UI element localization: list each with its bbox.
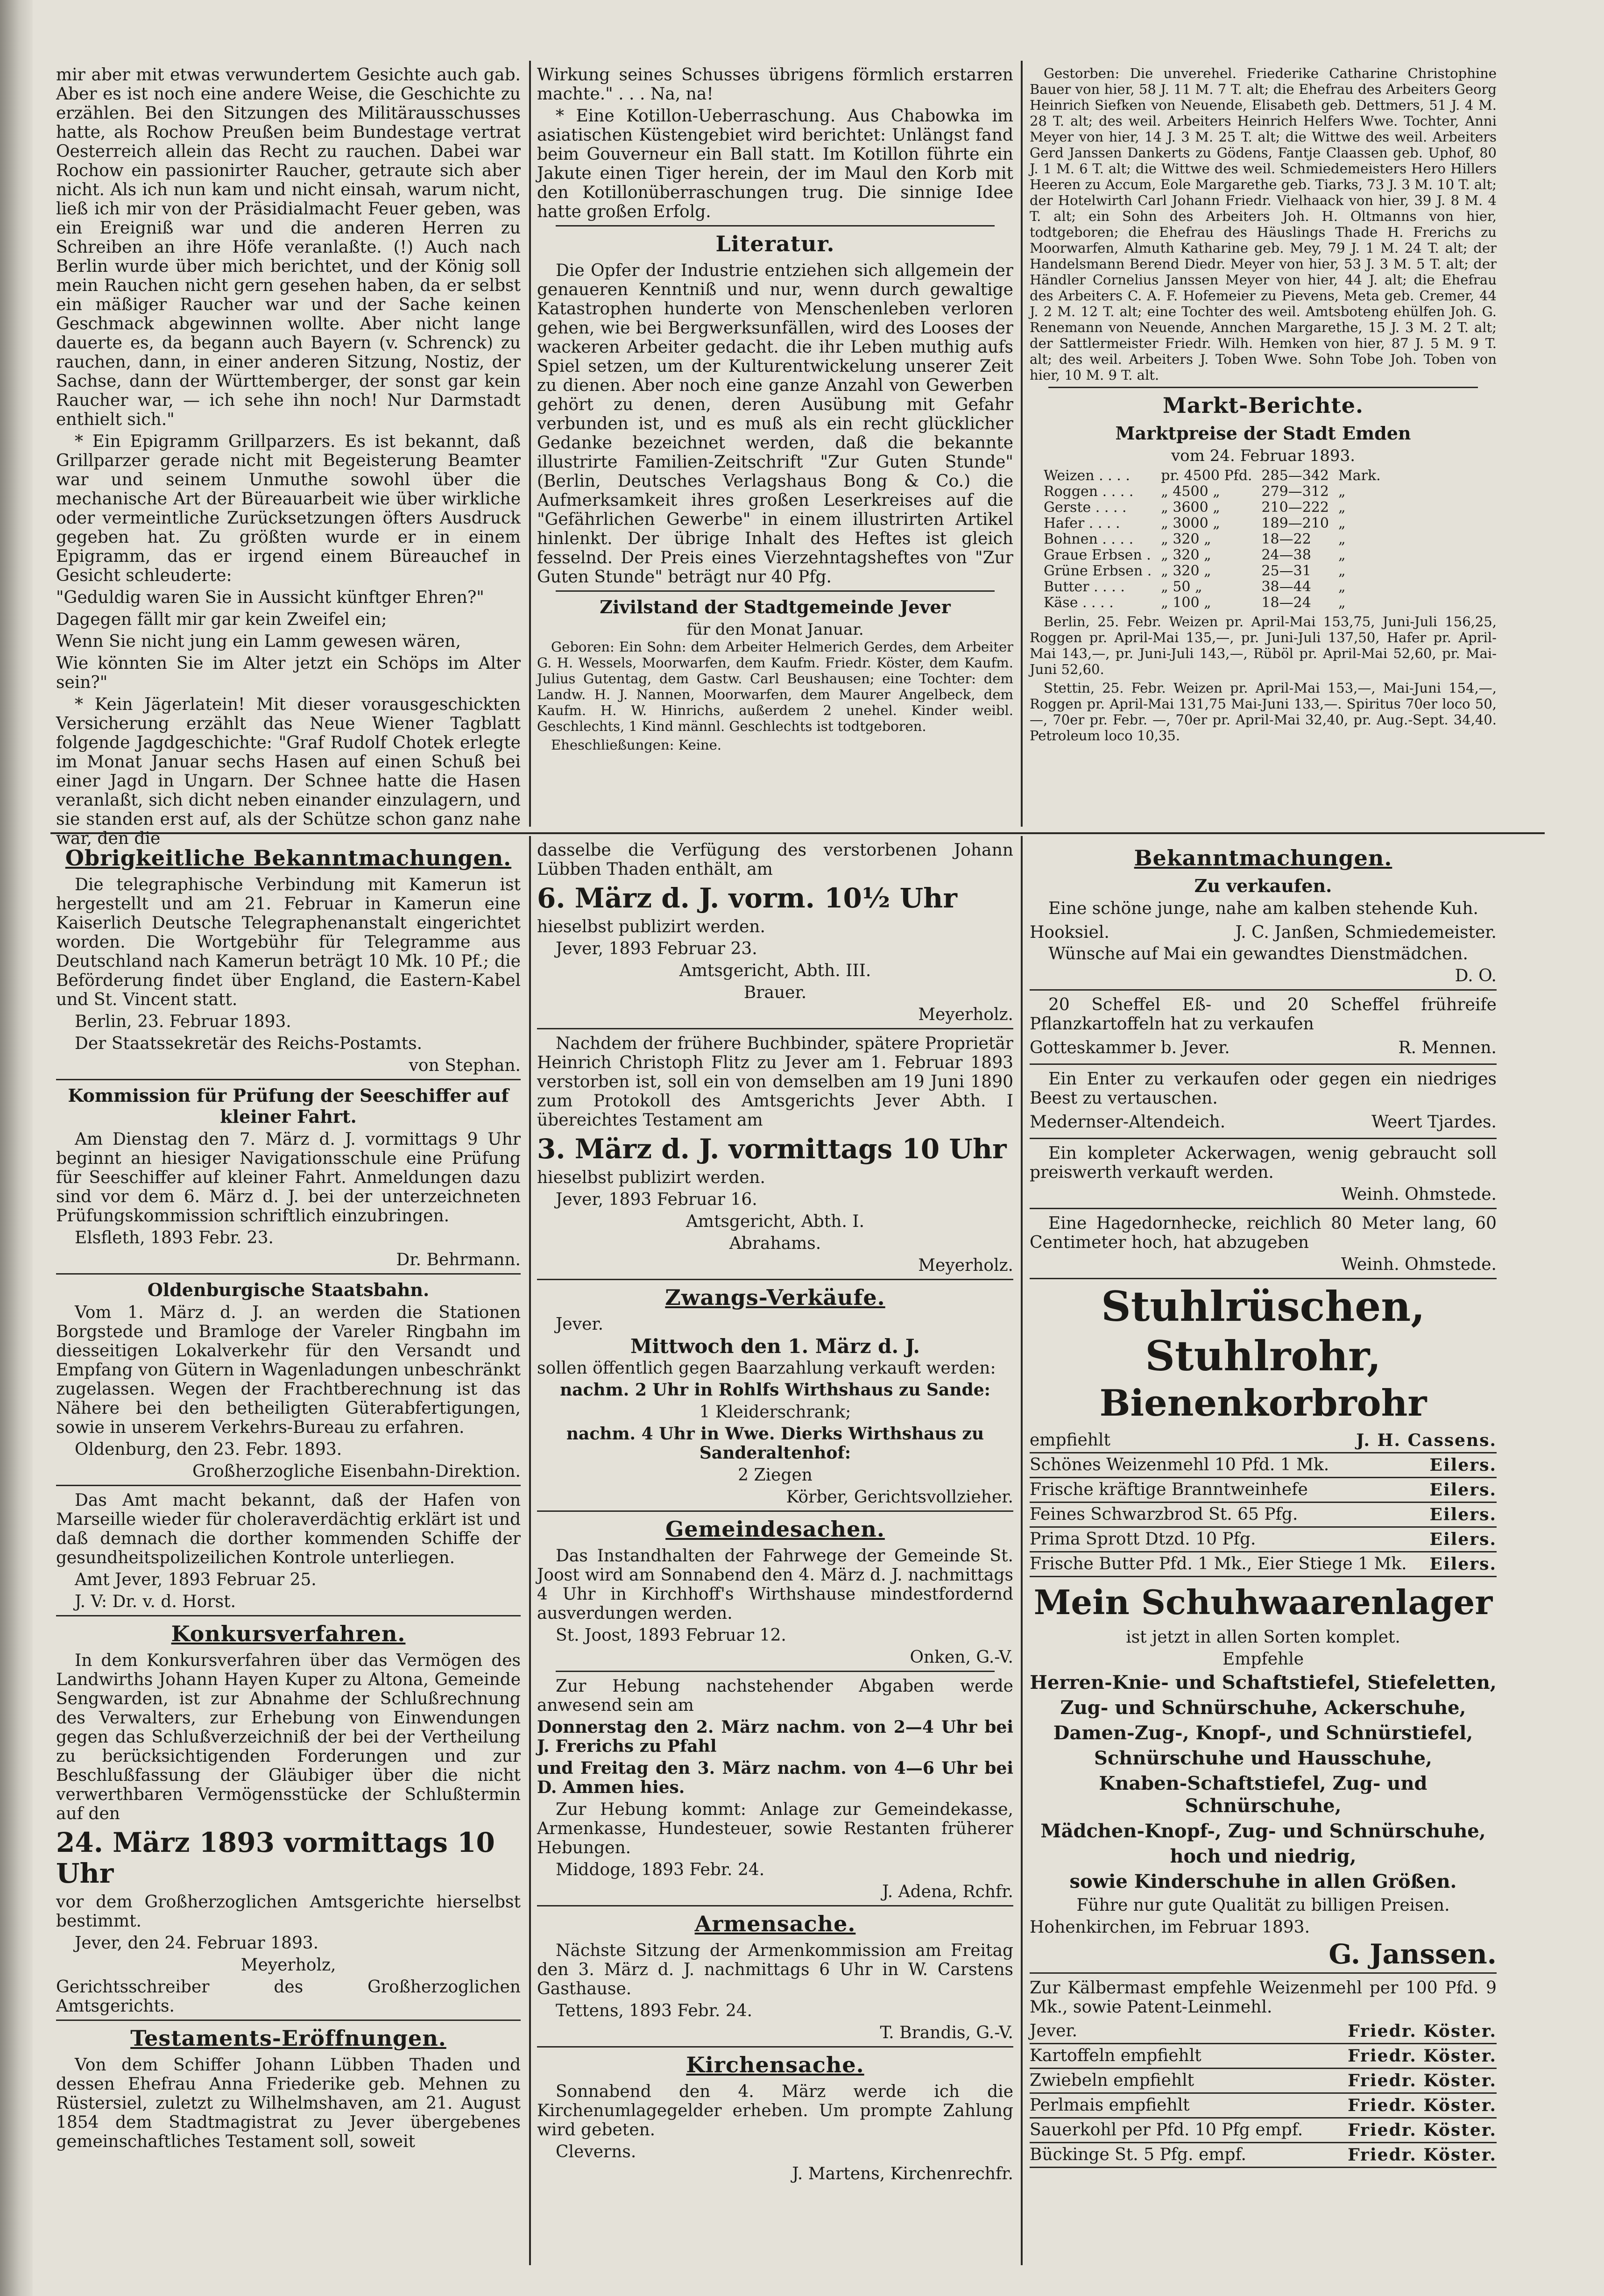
article-text: Nächste Sitzung der Armenkommission am Freitag den 3. März d. J. nachmittags 6 Uhr in W. Carstens Gasthause. <box>537 1941 1013 1998</box>
signature: Meyerholz. <box>918 1256 1013 1275</box>
article-text: Gestorben: Die unverehel. Friederike Catharine Christophine Bauer von hier, 58 J. 11 M. 7 T. alt; die Ehefrau des Arbeiters Georg Heinrich Siefken von Neuende, Elisabeth geb. Dettmers, 51 J. 4 M. 28 T. alt; des weil. Arbeiters Heinrich Helfers Wwe. Tochter, Anni Meyer von hier, 14 J. 3 M. 25 T. alt; die Wittwe des weil. Arbeiters Gerd Janssen Dankerts zu Gödens, Fantje Claassen geb. Uphof, 80 J. 1 M. 6 T. alt; die Wittwe des weil. Schmiedemeisters Hero Hillers Heeren zu Accum, Eole Margarethe geb. Tiarks, 73 J. 3 M. 10 T. alt; der Hotelwirth Carl Johann Friedr. Vielhaack von hier, 39 J. 8 M. 4 T. alt; ein Sohn des Arbeiters Joh. H. Oltmanns von hier, todtgeboren; die Ehefrau des Häuslings Thade H. Frerichs zu Moorwarfen, Almuth Katharine geb. Mey, 79 J. 1 M. 24 T. alt; der Handelsmann Berend Diedr. Meyer von hier, 53 J. 3 M. 5 T. alt; der Händler Cornelius Janssen Meyer von hier, 44 J. alt; die Ehefrau des Arbeiters C. A. F. Hofemeier zu Pievens, Meta geb. Cremer, 44 J. 2 M. 12 T. alt; eine Tochter des weil. Amtsboteng ehülfen Joh. G. Renemann von Neuende, Annchen Margarethe, 15 J. 3 M. 2 T. alt; der Sattlermeister Friedr. Wilh. Hemken von hier, 87 J. 5 M. 9 T. alt; des weil. Arbeiters J. Toben Wwe. Sohn Tobe Joh. Toben von hier, 10 M. 9 T. alt. <box>1030 65 1497 383</box>
ad-text: Bückinge St. 5 Pfg. empf. <box>1030 2145 1246 2164</box>
market-row <box>1039 547 1385 563</box>
market-cell: „ 100 „ <box>1161 595 1211 611</box>
signature: Eilers. <box>1429 1554 1497 1574</box>
article-text: Berlin, 25. Febr. Weizen pr. April-Mai 153,75, Juni-Juli 156,25, Roggen pr. April-Mai 135,—, pr. Juni-Juli 137,50, Hafer pr. April-Mai 143,—, pr. Juni-Juli 143,—, Rüböl pr. April-Mai 52,60, pr. Mai-Juni 52,60. <box>1030 614 1497 677</box>
section-heading: Bekanntmachungen. <box>1134 845 1392 871</box>
page-binding-edge <box>0 0 33 2296</box>
market-cell: „ 50 „ <box>1161 579 1202 595</box>
ad-text: Damen-Zug-, Knopf-, und Schnürstiefel, <box>1053 1722 1473 1744</box>
column-rule <box>1021 61 1023 827</box>
market-cell: „ 320 „ <box>1161 563 1211 579</box>
date-highlight: 3. März d. J. vormittags 10 Uhr <box>537 1133 1007 1165</box>
place: Jever. <box>1030 2021 1078 2041</box>
ad-text: Prima Sprott Dtzd. 10 Pfg. <box>1030 1530 1256 1549</box>
ad-text: Zug- und Schnürschuhe, Ackerschuhe, <box>1060 1697 1466 1719</box>
section-heading: Obrigkeitliche Bekanntmachungen. <box>65 845 512 871</box>
market-cell: Mark. <box>1338 468 1381 484</box>
divider <box>537 2046 1013 2048</box>
ad-text: Kartoffeln empfiehlt <box>1030 2046 1201 2065</box>
place-date: Tettens, 1893 Febr. 24. <box>556 2001 753 2020</box>
ad-signature-row <box>1030 1111 1497 1134</box>
article-text: In dem Konkursverfahren über das Vermögen des Landwirths Johann Hayen Kuper zu Altona, Gemeinde Sengwarden, ist zur Abnahme der Schlußrechnung des Verwalters, zur Erhebung von Einwendungen gegen das Schlußverzeichniß der bei der Vertheilung zu berücksichtigenden Forderungen und zur Beschlußfassung der Gläubiger über die nicht verwerthbaren Vermögensstücke der Schlußtermin auf den <box>56 1651 521 1823</box>
ad-text: Frische Butter Pfd. 1 Mk., Eier Stiege 1 Mk. <box>1030 1554 1407 1573</box>
article-text: Wirkung seines Schusses übrigens förmlich erstarren machte." . . . Na, na! <box>537 65 1013 104</box>
court-name: Amtsgericht, Abth. III. <box>679 961 871 980</box>
eilers-ad-row <box>1030 1552 1497 1577</box>
koster-ad-row <box>1030 2094 1497 2119</box>
ad-text: Feines Schwarzbrod St. 65 Pfg. <box>1030 1505 1298 1524</box>
place-date: Jever, den 24. Februar 1893. <box>75 1934 319 1953</box>
ad-text: 20 Scheffel Eß- und 20 Scheffel frühreife Pflanzkartoffeln hat zu verkaufen <box>1030 995 1497 1034</box>
signature: Brauer. <box>743 983 807 1002</box>
place-date: Hohenkirchen, im Februar 1893. <box>1030 1918 1310 1937</box>
market-cell: 285—342 <box>1261 468 1329 484</box>
poem-line: "Geduldig waren Sie in Aussicht künftger Ehren?" <box>56 588 484 607</box>
divider <box>537 1510 1013 1512</box>
article-text: Zur Hebung kommt: Anlage zur Gemeindekasse, Armenkasse, Hundesteuer, sowie Restanten früherer Hebungen. <box>537 1800 1013 1857</box>
eilers-ad-row <box>1030 1503 1497 1528</box>
market-cell: „ 3000 „ <box>1161 515 1220 531</box>
market-row <box>1039 500 1385 516</box>
place-date: Jever, 1893 Februar 16. <box>556 1190 757 1209</box>
place-date: Oldenburg, den 23. Febr. 1893. <box>75 1440 342 1459</box>
place-date: St. Joost, 1893 Februar 12. <box>556 1626 786 1645</box>
section-heading: Gemeindesachen. <box>665 1516 885 1542</box>
signature: Onken, G.-V. <box>910 1648 1013 1667</box>
article-text: Von dem Schiffer Johann Lübben Thaden und dessen Ehefrau Anna Friederike geb. Mehnen zu Rüstersiel, zuletzt zu Wilhelmshaven, am 21. August 1854 dem Stadtmagistrat zu Jever übergebenes gemeinschaftliches Testament soll, soweit <box>56 2055 521 2151</box>
ad-text: ist jetzt in allen Sorten komplet. <box>1126 1628 1400 1647</box>
section-heading: Testaments-Eröffnungen. <box>130 2026 446 2051</box>
market-cell: „ 3600 „ <box>1161 499 1220 516</box>
ad-headline: Bienenkorbrohr <box>1099 1382 1427 1424</box>
signature: Großherzogliche Eisenbahn-Direktion. <box>192 1462 521 1481</box>
divider <box>556 225 995 227</box>
market-row <box>1039 516 1385 531</box>
divider <box>537 1028 1013 1029</box>
article-text: hieselbst publizirt werden. <box>537 1168 765 1187</box>
article-text: Das Instandhalten der Fahrwege der Gemeinde St. Joost wird am Sonnabend den 4. März d. J. nachmittags 4 Uhr in Kirchhoff's Wirthshause mindestfordernd ausverdungen werden. <box>537 1546 1013 1623</box>
signature: von Stephan. <box>409 1056 521 1075</box>
market-cell: 210—222 <box>1261 499 1329 516</box>
divider <box>56 1485 521 1486</box>
signature: Weinh. Ohmstede. <box>1341 1185 1497 1204</box>
ad-text: Perlmais empfiehlt <box>1030 2096 1190 2115</box>
market-cell: 38—44 <box>1261 579 1311 595</box>
ad-text: empfiehlt <box>1030 1431 1110 1450</box>
section-subheading: Zu verkaufen. <box>1194 875 1332 896</box>
column-rule <box>529 61 531 827</box>
divider <box>1030 1063 1497 1065</box>
eilers-ads <box>1030 1453 1497 1577</box>
article-text: Am Dienstag den 7. März d. J. vormittags 9 Uhr beginnt an hiesiger Navigationsschule eine Prüfung für Seeschiffer auf kleiner Fahrt. Anmeldungen dazu sind vor dem 6. März d. J. bei der unterzeichneten Prüfungskommission schriftlich einzubringen. <box>56 1130 521 1226</box>
section-heading: Oldenburgische Staatsbahn. <box>147 1279 430 1300</box>
ad-text: Ein Enter zu verkaufen oder gegen ein niedriges Beest zu vertauschen. <box>1030 1070 1497 1108</box>
market-cell: Graue Erbsen . <box>1044 547 1151 563</box>
market-cell: Bohnen . . . . <box>1044 531 1134 547</box>
column-1-bottom <box>56 841 521 2270</box>
market-cell: „ <box>1338 563 1346 579</box>
auction-item: 2 Ziegen <box>738 1466 813 1485</box>
market-cell: 279—312 <box>1261 483 1329 500</box>
market-row <box>1039 484 1385 500</box>
ad-text: Führe nur gute Qualität zu billigen Preisen. <box>1076 1896 1450 1915</box>
ad-text: Knaben-Schaftstiefel, Zug- und Schnürschuhe, <box>1099 1772 1427 1817</box>
market-price-table <box>1039 468 1385 611</box>
ad-headline: Mein Schuhwaarenlager <box>1033 1582 1493 1622</box>
article-text: Donnerstag den 2. März nachm. von 2—4 Uhr bei J. Frerichs zu Pfahl <box>537 1717 1013 1756</box>
column-rule <box>529 836 531 2265</box>
signature: J. V: Dr. v. d. Horst. <box>75 1592 236 1611</box>
signature: Friedr. Köster. <box>1348 2021 1497 2041</box>
ad-text: hoch und niedrig, <box>1170 1845 1357 1867</box>
ad-text: Eine schöne junge, nahe am kalben stehende Kuh. <box>1048 899 1478 918</box>
divider <box>556 590 995 592</box>
market-cell: Hafer . . . . <box>1044 515 1120 531</box>
place-date: Cleverns. <box>556 2142 636 2161</box>
market-cell: „ 320 „ <box>1161 531 1211 547</box>
article-text: Die telegraphische Verbindung mit Kamerun ist hergestellt und am 21. Februar in Kamerun eine Kaiserlich Deutsche Telegraphenanstalt eingerichtet worden. Die Wortgebühr für Telegramme aus Deutschland nach Kamerun beträgt 10 Mk. 10 Pf.; die Beförderung findet über England, die Eastern-Kabel und St. Vincent statt. <box>56 875 521 1009</box>
article-text: Das Amt macht bekannt, daß der Hafen von Marseille wieder für choleraverdächtig erklärt ist und daß demnach die dorther kommenden Schiffe der gesundheitspolizeilichen Kontrole unterliegen. <box>56 1491 521 1567</box>
market-cell: „ <box>1338 483 1346 500</box>
date-highlight: 6. März d. J. vorm. 10½ Uhr <box>537 882 957 914</box>
article-text: Vom 1. März d. J. an werden die Stationen Borgstede und Bramloge der Vareler Ringbahn im diesseitigen Lokalverkehr für den Versandt und Empfang von Gütern in Wagenladungen unbeschränkt zugelassen. Wegen der Frachtberechnung ist das Nähere bei den betheiligten Güterabfertigungen, sowie in unserem Verkehrs-Bureau zu erfahren. <box>56 1303 521 1437</box>
section-subheading: für den Monat Januar. <box>686 620 864 639</box>
market-cell: Butter . . . . <box>1044 579 1125 595</box>
ad-text: Eine Hagedornhecke, reichlich 80 Meter lang, 60 Centimeter hoch, hat abzugeben <box>1030 1214 1497 1252</box>
ad-text: Zwiebeln empfiehlt <box>1030 2071 1194 2090</box>
poem-line: Wie könnten Sie im Alter jetzt ein Schöps im Alter sein?" <box>56 654 521 692</box>
signature: Der Staatssekretär des Reichs-Postamts. <box>75 1034 423 1053</box>
signature: Eilers. <box>1429 1455 1497 1475</box>
article-text: Eheschließungen: Keine. <box>551 737 722 753</box>
section-heading: Literatur. <box>715 231 835 256</box>
signature: Meyerholz, <box>240 1956 336 1975</box>
article-text: Stettin, 25. Febr. Weizen pr. April-Mai 153,—, Mai-Juni 154,—, Roggen pr. April-Mai 131,75 Mai-Juni 133,—. Spiritus 70er loco 50,—, 70er pr. Febr. —, 70er pr. April-Mai 32,40, pr. Aug.-Sept. 34,40. Petroleum loco 10,35. <box>1030 680 1497 744</box>
signature: J. C. Janßen, Schmiedemeister. <box>1235 923 1497 942</box>
ad-text: Schnürschuhe und Hausschuhe, <box>1094 1747 1432 1769</box>
signature: Körber, Gerichtsvollzieher. <box>786 1488 1013 1507</box>
section-heading: Kommission für Prüfung der Seeschiffer auf kleiner Fahrt. <box>68 1085 509 1127</box>
market-cell: 18—24 <box>1261 595 1311 611</box>
divider <box>1030 989 1497 991</box>
market-cell: „ <box>1338 579 1346 595</box>
ad-text: Mädchen-Knopf-, Zug- und Schnürschuhe, <box>1040 1820 1486 1842</box>
signature: D. O. <box>1455 966 1497 985</box>
koster-ad-row <box>1030 2044 1497 2069</box>
signature: G. Janssen. <box>1328 1938 1497 1970</box>
date-line: vom 24. Februar 1893. <box>1171 446 1356 465</box>
ad-signature-row <box>1030 1429 1497 1453</box>
divider <box>56 1273 521 1275</box>
ad-text: Frische kräftige Branntweinhefe <box>1030 1480 1308 1499</box>
article-text: * Kein Jägerlatein! Mit dieser vorausgeschickten Versicherung erzählt das Neue Wiener Tagblatt folgende Jagdgeschichte: "Graf Rudolf Chotek erlegte im Monat Januar sechs Hasen auf einen Schuß bei einer Jagd in Ungarn. Der Schnee hatte die Hasen veranlaßt, sich dicht neben einander einzulagern, und sie standen erst auf, als der Schütze schon ganz nahe war, den die <box>56 695 521 848</box>
date-highlight: 24. März 1893 vormittags 10 Uhr <box>56 1827 495 1889</box>
market-row <box>1039 563 1385 579</box>
market-cell: „ <box>1338 547 1346 563</box>
divider <box>56 2020 521 2021</box>
signature: Gerichtsschreiber des Großherzoglichen Amtsgerichts. <box>56 1977 521 2016</box>
market-cell: Roggen . . . . <box>1044 483 1134 500</box>
article-text: Die Opfer der Industrie entziehen sich allgemein der genaueren Kenntniß und nur, wenn durch gewaltige Katastrophen hunderte von Menschenleben verloren gehen, wie bei Bergwerksunfällen, wird des Looses der wackeren Arbeiter gedacht. die ihr Leben muthig aufs Spiel setzen, um der Kulturentwickelung unserer Zeit zu dienen. Aber noch eine ganze Anzahl von Gewerben gehört zu denen, deren Ausübung mit Gefahr verbunden ist, und es muß als ein recht glücklicher Gedanke bezeichnet werden, daß die bekannte illustrirte Familien-Zeitschrift "Zur Guten Stunde" (Berlin, Deutsches Verlagshaus Bong & Co.) die Aufmerksamkeit ihres großen Leserkreises auf die "Gefährlichen Gewerbe" in einem illustrirten Artikel hinlenkt. Der übrige Inhalt des Heftes ist gleich fesselnd. Der Preis eines Vierzehntagsheftes von "Zur Guten Stunde" beträgt nur 40 Pfg. <box>537 261 1013 587</box>
ad-text: Empfehle <box>1222 1650 1304 1669</box>
article-text: Sonnabend den 4. März werde ich die Kirchenumlagegelder erheben. Um prompte Zahlung wird gebeten. <box>537 2082 1013 2140</box>
divider <box>556 1671 995 1672</box>
ad-signature-row <box>1030 2020 1497 2044</box>
section-heading: Zwangs-Verkäufe. <box>665 1285 885 1310</box>
signature: Abrahams. <box>729 1234 821 1253</box>
auction-item: 1 Kleiderschrank; <box>699 1403 851 1422</box>
market-row <box>1039 579 1385 595</box>
signature: R. Mennen. <box>1398 1038 1497 1057</box>
divider <box>537 1905 1013 1906</box>
auction-item: nachm. 2 Uhr in Rohlfs Wirthshaus zu Sande: <box>560 1380 990 1400</box>
section-heading: Markt-Berichte. <box>1162 393 1364 418</box>
ad-text: Schönes Weizenmehl 10 Pfd. 1 Mk. <box>1030 1455 1329 1474</box>
ad-text: sowie Kinderschuhe in allen Größen. <box>1069 1871 1457 1892</box>
place-date: Jever. <box>556 1315 604 1334</box>
place-date: Jever, 1893 Februar 23. <box>556 939 757 958</box>
column-3-top <box>1030 65 1497 827</box>
article-text: sollen öffentlich gegen Baarzahlung verkauft werden: <box>537 1359 996 1378</box>
signature: Eilers. <box>1429 1530 1497 1549</box>
poem-line: Wenn Sie nicht jung ein Lamm gewesen wären, <box>56 632 461 651</box>
ad-text: Zur Kälbermast empfehle Weizenmehl per 100 Pfd. 9 Mk., sowie Patent-Leinmehl. <box>1030 1978 1497 2017</box>
column-2-bottom <box>537 841 1013 2270</box>
signature: Meyerholz. <box>918 1005 1013 1024</box>
signature: J. Martens, Kirchenrechfr. <box>792 2164 1013 2183</box>
article-text: * Ein Epigramm Grillparzers. Es ist bekannt, daß Grillparzer gerade nicht mit Begeisterung Beamter war und seinem Unmuthe sowohl über die mechanische Art der Büreauarbeit wie über wirkliche oder vermeintliche Zurücksetzungen öfters Ausdruck gegeben hat. Zu größten wurde er in einem Epigramm, das er irgend einem Büreauchef in Gesicht schleuderte: <box>56 432 521 585</box>
section-heading: Armensache. <box>694 1911 856 1936</box>
divider <box>1030 1208 1497 1209</box>
divider <box>56 1079 521 1080</box>
court-name: Amtsgericht, Abth. I. <box>685 1212 865 1231</box>
divider <box>1030 1138 1497 1139</box>
market-cell: „ 320 „ <box>1161 547 1211 563</box>
koster-ads <box>1030 2044 1497 2168</box>
signature: Weert Tjardes. <box>1371 1113 1497 1132</box>
market-row <box>1039 468 1385 484</box>
koster-ad-row <box>1030 2069 1497 2094</box>
market-cell: Käse . . . . <box>1044 595 1114 611</box>
article-text: mir aber mit etwas verwundertem Gesichte auch gab. Aber es ist noch eine andere Weise, die Geschichte zu erzählen. Bei den Sitzungen des Militärausschusses hatte, als Rochow Preußen beim Bundestage vertrat Oesterreich allein das Recht zu rauchen. Dabei war Rochow ein passionirter Raucher, getraute sich aber nicht. Als ich nun kam und nicht einsah, warum nicht, ließ ich mir von der Präsidialmacht Feuer geben, was ein Ereigniß war und die anderen Herren zu Schreiben an ihre Höfe veranlaßte. (!) Auch nach Berlin wurde über mich berichtet, und der König soll mein Rauchen nicht gern gesehen haben, da er selbst ein mäßiger Raucher war und der Sache keinen Geschmack abgewinnen wollte. Aber nicht lange dauerte es, da begann auch Bayern (v. Schrenck) zu rauchen, dann, in einer anderen Sitzung, Nostiz, der Sachse, dann der Württemberger, der sonst gar kein Raucher war, — ich sehe ihn noch! Nur Darmstadt enthielt sich." <box>56 65 521 429</box>
ad-headline: Stuhlrüschen, <box>1101 1282 1425 1331</box>
signature: J. H. Cassens. <box>1356 1431 1497 1450</box>
market-cell: „ <box>1338 499 1346 516</box>
market-cell: pr. 4500 Pfd. <box>1161 468 1252 484</box>
signature: Friedr. Köster. <box>1348 2145 1497 2165</box>
article-text: dasselbe die Verfügung des verstorbenen Johann Lübben Thaden enthält, am <box>537 841 1013 879</box>
ad-signature-row <box>1030 921 1497 944</box>
article-text: Geboren: Ein Sohn: dem Arbeiter Helmerich Gerdes, dem Arbeiter G. H. Wessels, Moorwarfen, dem Kaufm. Friedr. Köster, dem Kaufm. Julius Gutentag, dem Gastw. Carl Beushausen; eine Tochter: dem Landw. H. J. Nannen, Moorwarfen, dem Maurer Angelbeck, dem Kaufm. H. W. Hinrichs, außerdem 2 unehel. Kinder weibl. Geschlechts, 1 Kind männl. Geschlechts ist todtgeboren. <box>537 639 1013 734</box>
ad-text: Ein kompleter Ackerwagen, wenig gebraucht soll preiswerth verkauft werden. <box>1030 1144 1497 1182</box>
ad-signature-row <box>1030 1036 1497 1060</box>
signature: Friedr. Köster. <box>1348 2046 1497 2066</box>
section-heading: Zivilstand der Stadtgemeinde Jever <box>600 596 951 617</box>
place: Gotteskammer b. Jever. <box>1030 1038 1230 1057</box>
market-cell: 189—210 <box>1261 515 1329 531</box>
signature: Dr. Behrmann. <box>396 1250 521 1269</box>
ad-headline: Stuhlrohr, <box>1145 1332 1381 1380</box>
market-cell: 18—22 <box>1261 531 1311 547</box>
signature: Friedr. Köster. <box>1348 2096 1497 2115</box>
divider <box>1030 1972 1497 1974</box>
article-text: Zur Hebung nachstehender Abgaben werde anwesend sein am <box>537 1677 1013 1715</box>
ad-text: Wünsche auf Mai ein gewandtes Dienstmädchen. <box>1048 944 1468 964</box>
signature: Friedr. Köster. <box>1348 2071 1497 2090</box>
koster-ad-row <box>1030 2143 1497 2168</box>
column-3-bottom <box>1030 841 1497 2270</box>
place-date: Berlin, 23. Februar 1893. <box>75 1012 291 1031</box>
section-heading: Kirchensache. <box>686 2052 864 2077</box>
signature: Eilers. <box>1429 1505 1497 1524</box>
eilers-ad-row <box>1030 1478 1497 1503</box>
market-cell: 24—38 <box>1261 547 1311 563</box>
signature: J. Adena, Rchfr. <box>882 1882 1013 1901</box>
eilers-ad-row <box>1030 1528 1497 1552</box>
section-subheading: Marktpreise der Stadt Emden <box>1115 423 1411 444</box>
ad-text: Sauerkohl per Pfd. 10 Pfg empf. <box>1030 2120 1303 2140</box>
divider <box>1048 387 1478 388</box>
article-text: Nachdem der frühere Buchbinder, spätere Proprietär Heinrich Christoph Flitz zu Jever am 1. Februar 1893 verstorben ist, soll ein von demselben am 19 Juni 1890 zum Protokoll des Amtsgerichts Jever Abth. I übereichtes Testament am <box>537 1034 1013 1130</box>
column-rule <box>1021 836 1023 2265</box>
market-cell: „ <box>1338 531 1346 547</box>
date-highlight: Mittwoch den 1. März d. J. <box>630 1335 920 1358</box>
market-cell: 25—31 <box>1261 563 1311 579</box>
market-cell: „ <box>1338 515 1346 531</box>
eilers-ad-row <box>1030 1453 1497 1478</box>
poem-line: Dagegen fällt mir gar kein Zweifel ein; <box>56 610 387 629</box>
article-text: und Freitag den 3. März nachm. von 4—6 Uhr bei D. Ammen hies. <box>537 1758 1013 1797</box>
article-text: hieselbst publizirt werden. <box>537 917 765 936</box>
auction-item: nachm. 4 Uhr in Wwe. Dierks Wirthshaus zu Sanderaltenhof: <box>566 1424 984 1463</box>
divider <box>56 1615 521 1616</box>
column-2-top <box>537 65 1013 827</box>
place-date: Elsfleth, 1893 Febr. 23. <box>75 1228 274 1247</box>
divider <box>537 1279 1013 1280</box>
signature: Friedr. Köster. <box>1348 2120 1497 2140</box>
signature: T. Brandis, G.-V. <box>880 2023 1013 2042</box>
market-cell: Gerste . . . . <box>1044 499 1127 516</box>
signature: Eilers. <box>1429 1480 1497 1500</box>
market-row <box>1039 531 1385 547</box>
signature: Weinh. Ohmstede. <box>1341 1255 1497 1274</box>
ad-text: Herren-Knie- und Schaftstiefel, Stiefeletten, <box>1030 1672 1497 1694</box>
koster-ad-row <box>1030 2119 1497 2143</box>
place: Medernser-Altendeich. <box>1030 1113 1226 1132</box>
market-row <box>1039 595 1385 611</box>
place-date: Amt Jever, 1893 Februar 25. <box>75 1570 317 1589</box>
market-cell: „ <box>1338 595 1346 611</box>
column-1-top <box>56 65 521 848</box>
place-date: Middoge, 1893 Febr. 24. <box>556 1860 765 1879</box>
market-cell: Weizen . . . . <box>1044 468 1130 484</box>
article-text: * Eine Kotillon-Ueberraschung. Aus Chabowka im asiatischen Küstengebiet wird berichtet: Unlängst fand beim Gouverneur ein Ball statt. Im Kotillon führte ein Jakute einen Tiger herein, der im Maul den Korb mit den Kotillonüberraschungen trug. Die sinnige Idee hatte großen Erfolg. <box>537 106 1013 221</box>
section-heading: Konkursverfahren. <box>171 1621 406 1646</box>
place: Hooksiel. <box>1030 923 1109 942</box>
market-cell: „ 4500 „ <box>1161 483 1220 500</box>
divider <box>1030 1278 1497 1279</box>
article-text: vor dem Großherzoglichen Amtsgerichte hierselbst bestimmt. <box>56 1892 521 1931</box>
market-cell: Grüne Erbsen . <box>1044 563 1152 579</box>
